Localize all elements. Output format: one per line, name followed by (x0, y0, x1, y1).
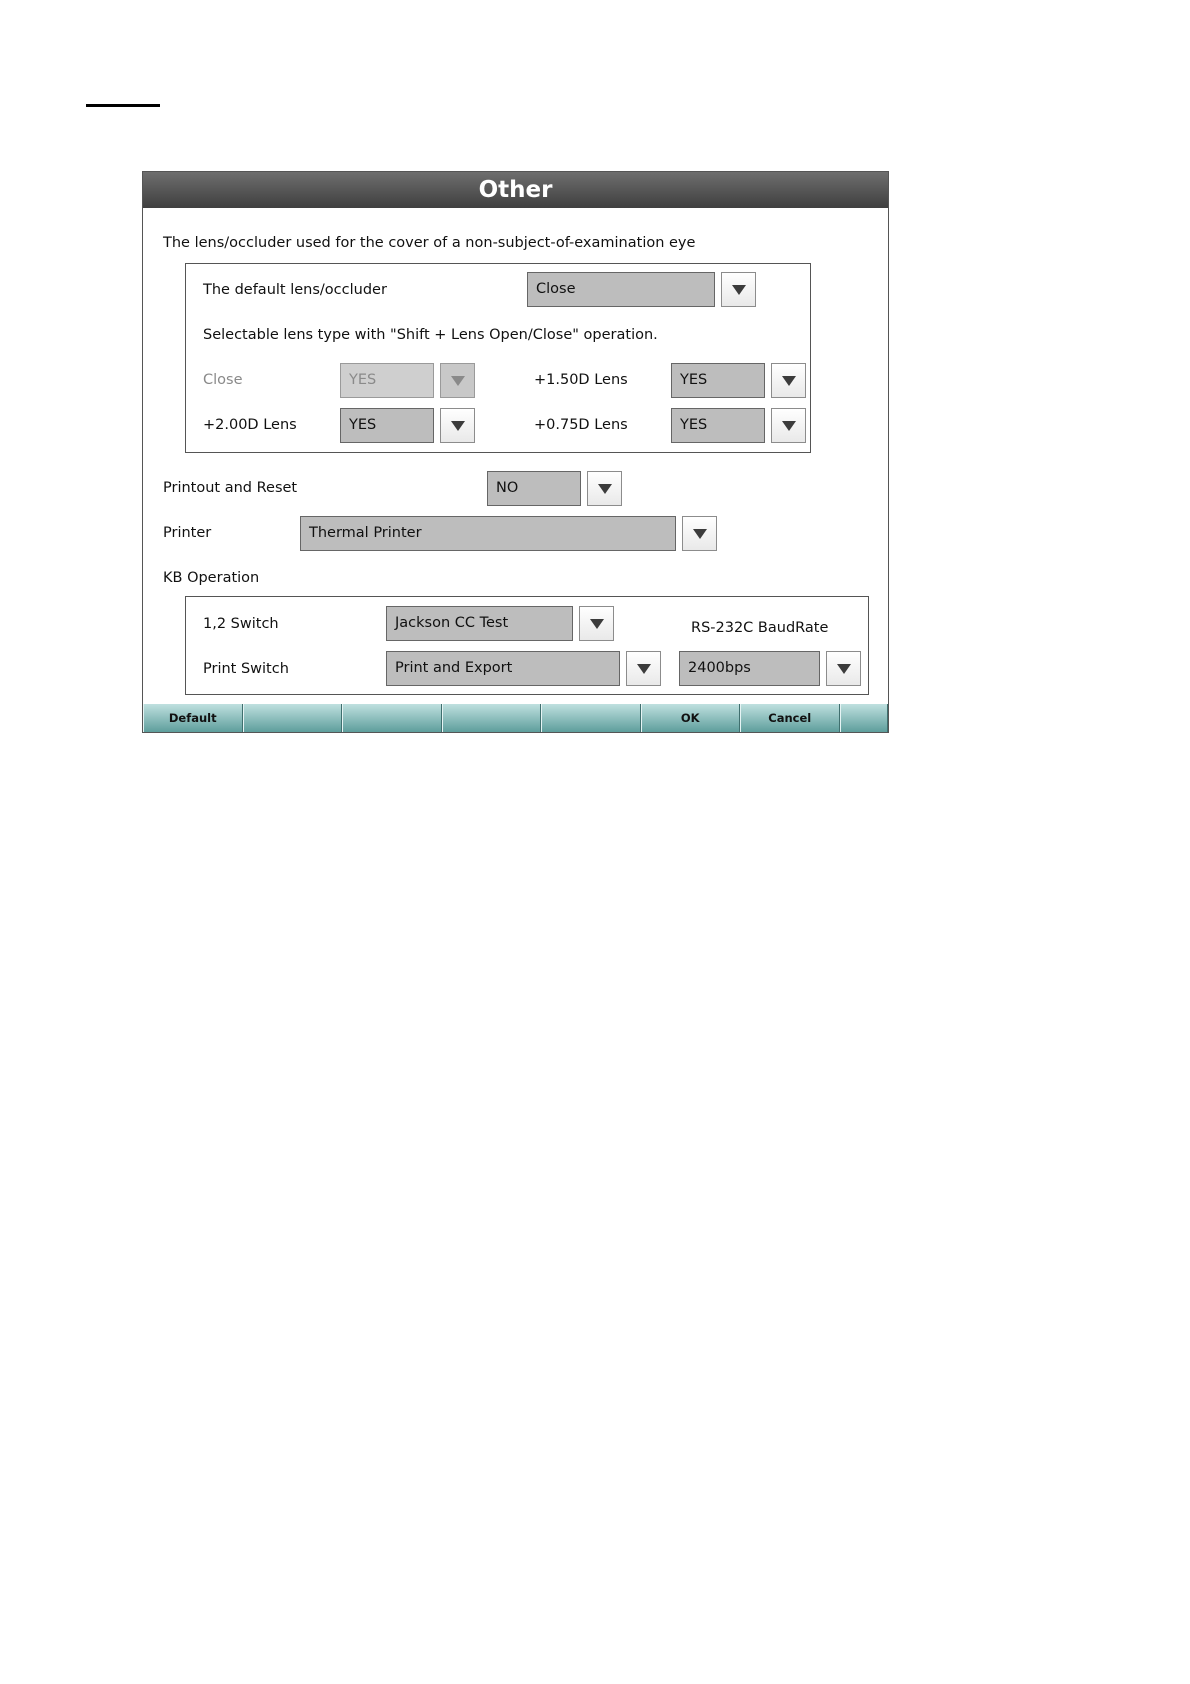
printer-label: Printer (163, 525, 212, 541)
printout-reset-label: Printout and Reset (163, 480, 298, 496)
baudrate-select[interactable]: 2400bps (679, 651, 820, 686)
chevron-down-icon (782, 421, 796, 431)
default-lens-select[interactable]: Close (527, 272, 715, 307)
default-button[interactable]: Default (143, 704, 243, 732)
bottom-button-bar (143, 704, 888, 732)
blank-button-5[interactable] (840, 704, 889, 732)
printer-dropdown-button[interactable] (682, 516, 717, 551)
cancel-button[interactable]: Cancel (740, 704, 840, 732)
lens-075-dropdown-button[interactable] (771, 408, 806, 443)
lens-200-dropdown-button[interactable] (440, 408, 475, 443)
lens-close-dropdown-button (440, 363, 475, 398)
blank-button-2[interactable] (342, 704, 442, 732)
chevron-down-icon (451, 421, 465, 431)
chevron-down-icon (782, 376, 796, 386)
printout-reset-dropdown-button[interactable] (587, 471, 622, 506)
lens-close-label: Close (203, 372, 243, 388)
switch12-label: 1,2 Switch (203, 616, 279, 632)
lens-close-select: YES (340, 363, 434, 398)
chevron-down-icon (590, 619, 604, 629)
baudrate-dropdown-button[interactable] (826, 651, 861, 686)
top-rule-line (86, 104, 160, 107)
switch12-select[interactable]: Jackson CC Test (386, 606, 573, 641)
ok-button[interactable]: OK (641, 704, 741, 732)
lens-200-select[interactable]: YES (340, 408, 434, 443)
lens-150-select[interactable]: YES (671, 363, 765, 398)
chevron-down-icon (637, 664, 651, 674)
chevron-down-icon (837, 664, 851, 674)
selectable-lens-note: Selectable lens type with "Shift + Lens Open/Close" operation. (203, 327, 658, 343)
switch12-dropdown-button[interactable] (579, 606, 614, 641)
chevron-down-icon (598, 484, 612, 494)
lens-150-dropdown-button[interactable] (771, 363, 806, 398)
chevron-down-icon (732, 285, 746, 295)
other-settings-dialog (142, 171, 889, 733)
dialog-title: Other (143, 172, 888, 208)
print-switch-label: Print Switch (203, 661, 289, 677)
printer-select[interactable]: Thermal Printer (300, 516, 676, 551)
lens-settings-group (185, 263, 811, 453)
default-lens-dropdown-button[interactable] (721, 272, 756, 307)
default-lens-label: The default lens/occluder (203, 282, 387, 298)
lens-200-label: +2.00D Lens (203, 417, 297, 433)
lens-075-label: +0.75D Lens (534, 417, 628, 433)
kb-operation-group (185, 596, 869, 695)
lens-150-label: +1.50D Lens (534, 372, 628, 388)
kb-operation-label: KB Operation (163, 570, 260, 586)
print-switch-dropdown-button[interactable] (626, 651, 661, 686)
chevron-down-icon (693, 529, 707, 539)
blank-button-1[interactable] (243, 704, 343, 732)
lens-075-select[interactable]: YES (671, 408, 765, 443)
printout-reset-select[interactable]: NO (487, 471, 581, 506)
baudrate-label: RS-232C BaudRate (691, 620, 829, 636)
blank-button-3[interactable] (442, 704, 542, 732)
lens-section-heading: The lens/occluder used for the cover of a non-subject-of-examination eye (163, 235, 696, 251)
blank-button-4[interactable] (541, 704, 641, 732)
chevron-down-icon (451, 376, 465, 386)
print-switch-select[interactable]: Print and Export (386, 651, 620, 686)
